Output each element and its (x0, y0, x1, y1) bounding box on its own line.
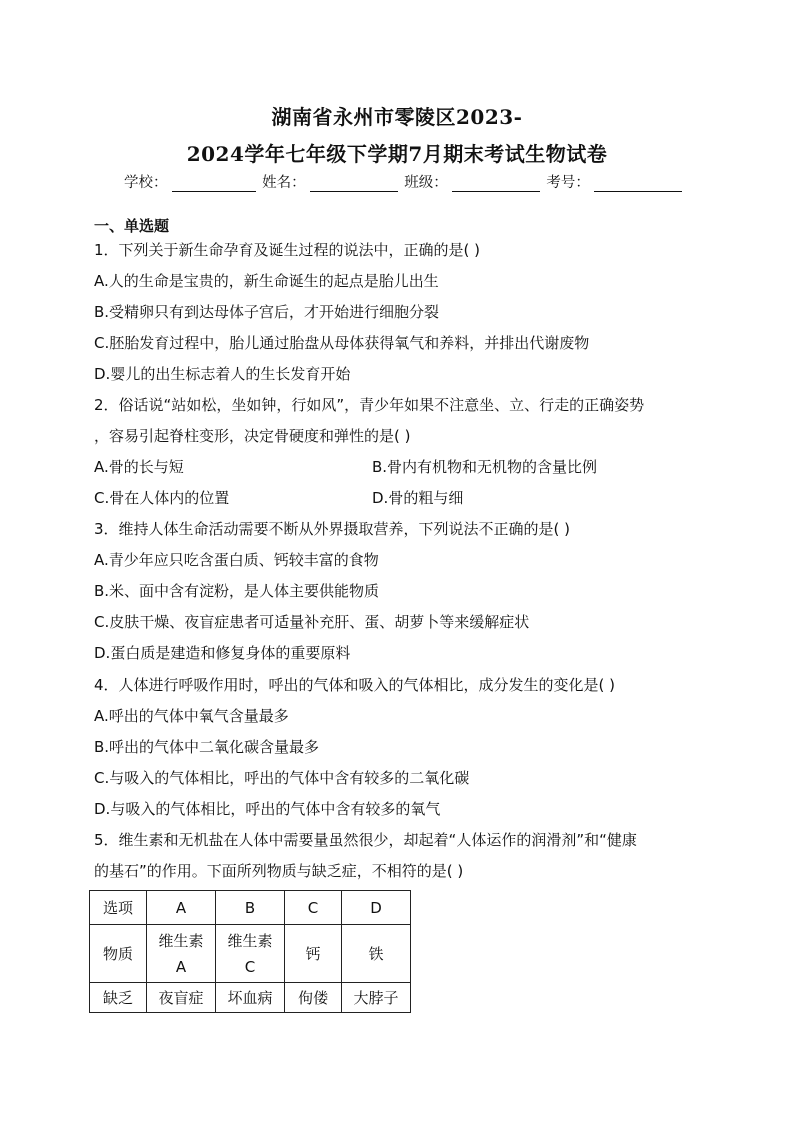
table-row (90, 891, 411, 925)
table-cell: 缺乏 (90, 983, 147, 1013)
table-cell-text: A (175, 957, 187, 976)
exam-number-label: 考号： (546, 175, 590, 191)
question-2-option-a: A.骨的长与短 (94, 458, 184, 476)
table-header-cell: A (147, 891, 216, 925)
question-3-stem: 3．维持人体生命活动需要不断从外界摄取营养，下列说法不正确的是( ) (94, 520, 571, 538)
question-2-option-b: B.骨内有机物和无机物的含量比例 (372, 458, 598, 476)
table-cell: 佝偻 (285, 983, 342, 1013)
table-row (90, 925, 411, 983)
school-label: 学校： (124, 175, 168, 191)
table-header-cell: B (216, 891, 285, 925)
name-label: 姓名： (262, 175, 306, 191)
table-header-cell: D (342, 891, 411, 925)
table-cell-text: 维生素 (227, 931, 273, 950)
question-3-option-c: C.皮肤干燥、夜盲症患者可适量补充肝、蛋、胡萝卜等来缓解症状 (94, 613, 530, 631)
question-1-option-a: A.人的生命是宝贵的，新生命诞生的起点是胎儿出生 (94, 272, 439, 290)
question-1-stem: 1．下列关于新生命孕育及诞生过程的说法中，正确的是( ) (94, 241, 481, 259)
table-cell: 坏血病 (216, 983, 285, 1013)
exam-title-line1: 湖南省永州市零陵区2023- (271, 105, 523, 129)
question-5-table (89, 890, 411, 1013)
question-4-option-b: B.呼出的气体中二氧化碳含量最多 (94, 738, 320, 756)
table-cell-text: 维生素 (158, 931, 204, 950)
question-3-option-d: D.蛋白质是建造和修复身体的重要原料 (94, 644, 351, 662)
question-2-stem-line1: 2．俗话说“站如松，坐如钟，行如风”，青少年如果不注意坐、立、行走的正确姿势 (94, 396, 645, 414)
question-1-option-c: C.胚胎发育过程中，胎儿通过胎盘从母体获得氧气和养料，并排出代谢废物 (94, 334, 590, 352)
question-4-stem: 4．人体进行呼吸作用时，呼出的气体和吸入的气体相比，成分发生的变化是( ) (94, 676, 616, 694)
exam-title-line2: 2024学年七年级下学期7月期末考试生物试卷 (186, 142, 608, 166)
question-2-option-c: C.骨在人体内的位置 (94, 489, 230, 507)
table-cell-text: 钙 (305, 944, 321, 963)
table-header-cell: C (285, 891, 342, 925)
question-2-option-d: D.骨的粗与细 (372, 489, 464, 507)
section-title: 一、单选题 (94, 217, 170, 235)
table-row (90, 983, 411, 1013)
question-3-option-a: A.青少年应只吃含蛋白质、钙较丰富的食物 (94, 551, 379, 569)
question-4-option-c: C.与吸入的气体相比，呼出的气体中含有较多的二氧化碳 (94, 769, 470, 787)
exam-number-blank[interactable] (594, 174, 682, 192)
question-5-stem-line2: 的基石”的作用。下面所列物质与缺乏症，不相符的是( ) (94, 862, 464, 880)
name-blank[interactable] (310, 174, 398, 192)
table-cell: 物质 (90, 925, 147, 983)
table-cell: 大脖子 (342, 983, 411, 1013)
student-info-row (124, 171, 684, 192)
question-1-option-b: B.受精卵只有到达母体子宫后，才开始进行细胞分裂 (94, 303, 440, 321)
table-cell-text: 铁 (368, 944, 384, 963)
table-cell (216, 925, 285, 983)
question-4-option-d: D.与吸入的气体相比，呼出的气体中含有较多的氧气 (94, 800, 441, 818)
question-3-option-b: B.米、面中含有淀粉，是人体主要供能物质 (94, 582, 380, 600)
question-5-stem-line1: 5．维生素和无机盐在人体中需要量虽然很少，却起着“人体运作的润滑剂”和“健康 (94, 831, 637, 849)
class-blank[interactable] (452, 174, 540, 192)
question-2-stem-line2: ，容易引起脊柱变形，决定骨硬度和弹性的是( ) (94, 427, 411, 445)
table-cell (147, 925, 216, 983)
table-header-cell: 选项 (90, 891, 147, 925)
question-1-option-d: D.婴儿的出生标志着人的生长发育开始 (94, 365, 351, 383)
class-label: 班级： (404, 175, 448, 191)
school-blank[interactable] (172, 174, 256, 192)
table-cell (285, 925, 342, 983)
table-cell (342, 925, 411, 983)
question-4-option-a: A.呼出的气体中氧气含量最多 (94, 707, 289, 725)
table-cell: 夜盲症 (147, 983, 216, 1013)
table-cell-text: C (244, 957, 256, 976)
